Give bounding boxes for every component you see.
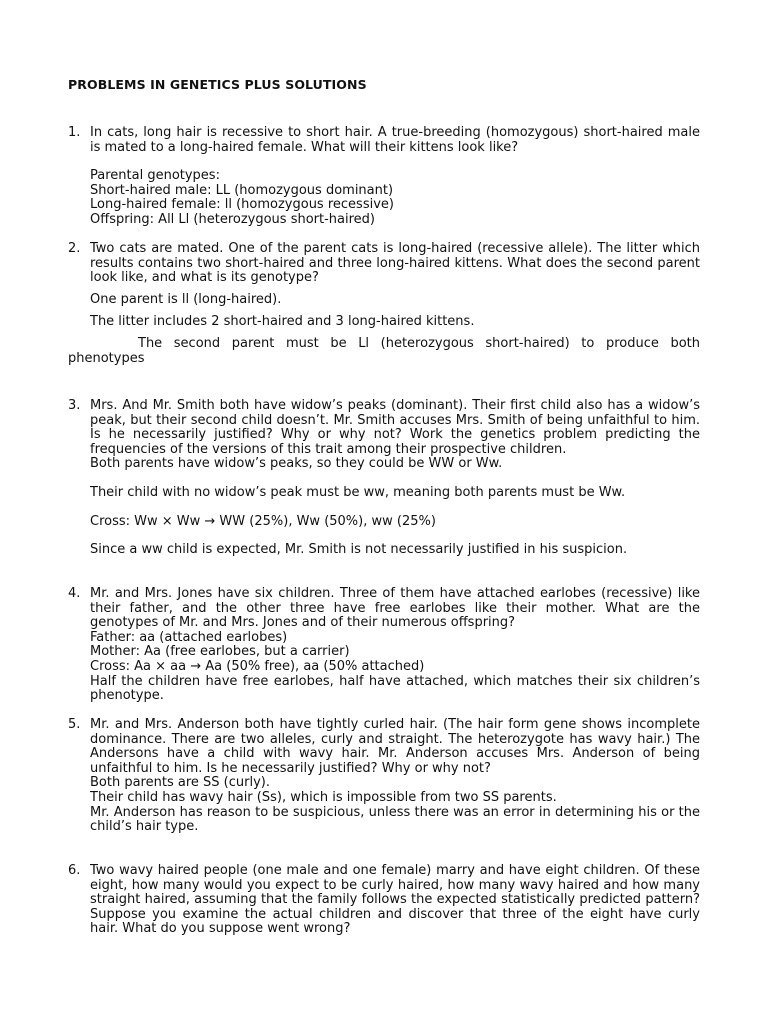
answer-line: Half the children have free earlobes, half have attached, which matches their six children’s phenotype. <box>90 673 700 704</box>
answer-line: Both parents are SS (curly). <box>90 775 270 791</box>
problem-number: 3. <box>68 398 81 413</box>
problem-5 <box>68 718 700 835</box>
answer-line: Short-haired male: LL (homozygous dominant) <box>90 182 394 198</box>
problem-number: 2. <box>68 241 81 256</box>
answer-line: Their child with no widow’s peak must be ww, meaning both parents must be Ww. <box>90 484 626 500</box>
problem-number: 5. <box>68 717 81 732</box>
problem-number: 4. <box>68 586 81 601</box>
problem-4 <box>68 587 700 704</box>
answer-line: One parent is ll (long-haired). <box>90 292 282 308</box>
problem-question: Mr. and Mrs. Anderson both have tightly curled hair. (The hair form gene shows incomplete dominance. There are two alleles, curly and straight. The heterozygote has wavy hair.) The Andersons have a child with wavy hair. Mr. Anderson accuses Mrs. Anderson of being unfaithful to him. Is he necessarily justified? Why or why not? <box>90 717 700 776</box>
problem-3 <box>68 399 700 558</box>
problem-2 <box>68 242 700 367</box>
answer-line: Both parents have widow’s peaks, so they could be WW or Ww. <box>90 456 503 472</box>
problem-question: Two wavy haired people (one male and one female) marry and have eight children. Of these eight, how many would you expect to be curly haired, how many wavy haired and how many straight haired, assuming that the family follows the expected statistically predicted pattern? Suppose you examine the actual children and discover that three of the eight have curly hair. What do you suppose went wrong? <box>90 863 700 937</box>
answer-line: Long-haired female: ll (homozygous recessive) <box>90 197 394 213</box>
problem-6 <box>68 864 700 937</box>
document-title: PROBLEMS IN GENETICS PLUS SOLUTIONS <box>68 77 367 92</box>
answer-line: Parental genotypes: <box>90 168 220 184</box>
problem-question: Mrs. And Mr. Smith both have widow’s peaks (dominant). Their first child also has a widow’s peak, but their second child doesn’t. Mr. Smith accuses Mrs. Smith of being unfaithful to him. Is he necessarily justified? Why or why not? Work the genetics problem predicting the frequencies of the versions of this trait among their prospective children. <box>90 398 700 457</box>
answer-line: Mother: Aa (free earlobes, but a carrier) <box>90 644 350 660</box>
problem-question: Mr. and Mrs. Jones have six children. Three of them have attached earlobes (recessive) like their father, and the other three have free earlobes like their mother. What are the genotypes of Mr. and Mrs. Jones and of their numerous offspring? <box>90 586 700 631</box>
answer-line: Offspring: All Ll (heterozygous short-haired) <box>90 211 375 227</box>
answer-line: Father: aa (attached earlobes) <box>90 629 288 645</box>
answer-line: The litter includes 2 short-haired and 3 long-haired kittens. <box>90 314 475 330</box>
problem-1 <box>68 126 700 228</box>
answer-line: Cross: Aa × aa → Aa (50% free), aa (50% attached) <box>90 658 425 674</box>
problem-number: 6. <box>68 863 81 878</box>
answer-line: Cross: Ww × Ww → WW (25%), Ww (50%), ww (25%) <box>90 513 436 529</box>
problem-question: Two cats are mated. One of the parent cats is long-haired (recessive allele). The litter which results contains two short-haired and three long-haired kittens. What does the second parent look like, and what is its genotype? <box>90 241 700 286</box>
problem-number: 1. <box>68 125 81 140</box>
answer-line: Their child has wavy hair (Ss), which is impossible from two SS parents. <box>90 789 557 805</box>
answer-line: The second parent must be Ll (heterozygous short-haired) to produce both phenotypes <box>68 336 700 367</box>
answer-line: Since a ww child is expected, Mr. Smith is not necessarily justified in his suspicion. <box>90 542 628 558</box>
answer-line: Mr. Anderson has reason to be suspicious, unless there was an error in determining his or the child’s hair type. <box>90 804 700 835</box>
problem-question: In cats, long hair is recessive to short hair. A true-breeding (homozygous) short-haired male is mated to a long-haired female. What will their kittens look like? <box>90 125 700 155</box>
